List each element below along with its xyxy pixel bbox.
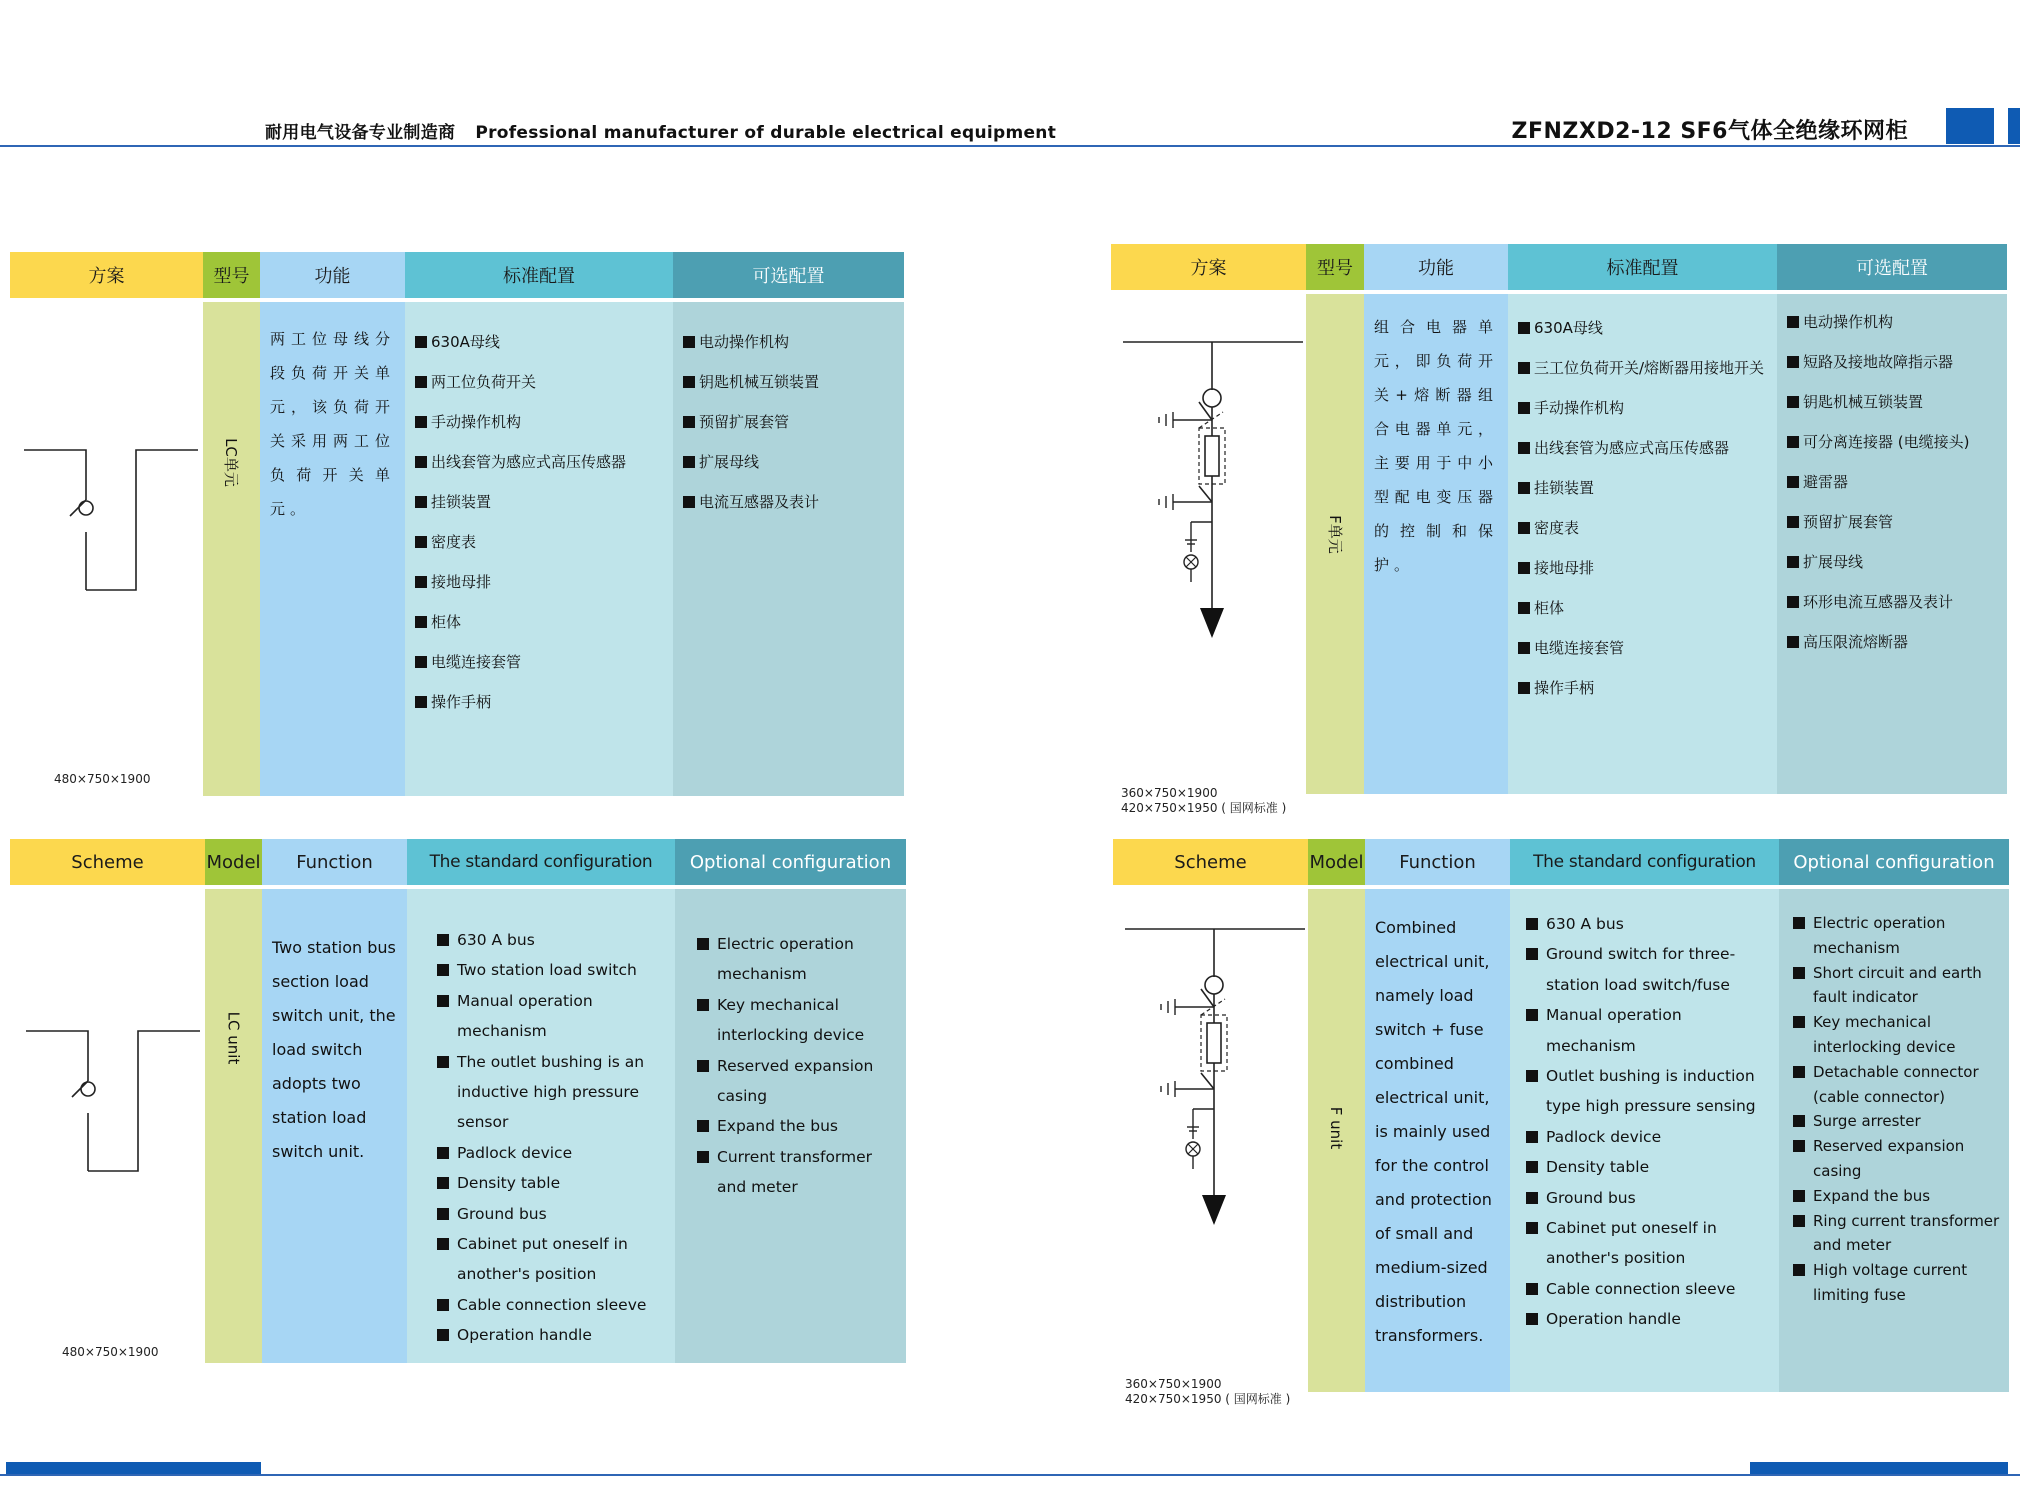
- list-item: Reserved expansion casing: [697, 1051, 900, 1112]
- list-item: 预留扩展套管: [1787, 512, 2001, 532]
- standard-config-list: [1518, 318, 1771, 718]
- function-header: 功能: [1364, 244, 1508, 290]
- cabinet-dimensions: [1121, 786, 1286, 816]
- panel-lc-en: [10, 839, 906, 1363]
- list-item: 电缆连接套管: [415, 652, 667, 672]
- standard-config-header: The standard configuration: [407, 839, 675, 885]
- lc-schematic-diagram: [10, 398, 203, 738]
- list-item: 高压限流熔断器: [1787, 632, 2001, 652]
- function-text: 两工位母线分段负荷开关单元，该负荷开关采用两工位负荷开关单元。: [270, 330, 395, 518]
- list-item: 出线套管为感应式高压传感器: [1518, 438, 1771, 458]
- list-item: 柜体: [1518, 598, 1771, 618]
- model-column: [203, 252, 260, 796]
- function-cell: [1365, 885, 1510, 1392]
- list-item: Ground bus: [437, 1199, 669, 1229]
- optional-config-cell: [673, 298, 904, 796]
- list-item: 操作手柄: [415, 692, 667, 712]
- list-item: Ground switch for three-station load switch/fuse: [1526, 939, 1773, 1000]
- optional-config-column: [1777, 244, 2007, 794]
- panel-lc-zh: [10, 252, 904, 796]
- panel-f-en: [1113, 839, 2009, 1406]
- list-item: 三工位负荷开关/熔断器用接地开关: [1518, 358, 1771, 378]
- list-item: Cable connection sleeve: [1526, 1274, 1773, 1304]
- list-item: Electric operation mechanism: [697, 929, 900, 990]
- list-item: 挂锁装置: [1518, 478, 1771, 498]
- company-tagline: [265, 118, 1056, 143]
- product-title: ZFNZXD2-12 SF6气体全绝缘环网柜: [1511, 119, 1908, 144]
- list-item: Detachable connector (cable connector): [1793, 1060, 2003, 1110]
- standard-config-column: [1508, 244, 1777, 794]
- optional-config-cell: [1777, 290, 2007, 794]
- optional-config-list: [1787, 312, 2001, 672]
- dims-line-1: 360×750×1900: [1121, 786, 1218, 800]
- list-item: Operation handle: [437, 1320, 669, 1350]
- optional-config-column: [673, 252, 904, 796]
- list-item: The outlet bushing is an inductive high pressure sensor: [437, 1047, 669, 1138]
- scheme-cell: [1111, 290, 1306, 815]
- optional-config-list: [683, 332, 898, 532]
- function-column: [260, 252, 405, 796]
- function-text: 组合电器单元，即负荷开关+熔断器组合电器单元，主要用于中小型配电变压器的控制和保护。: [1374, 318, 1498, 574]
- list-item: Padlock device: [1526, 1122, 1773, 1152]
- model-header: Model: [205, 839, 262, 885]
- list-item: Density table: [437, 1168, 669, 1198]
- company-tagline-zh: 耐用电气设备专业制造商: [265, 123, 456, 143]
- function-column: [262, 839, 407, 1363]
- list-item: 柜体: [415, 612, 667, 632]
- list-item: Surge arrester: [1793, 1109, 2003, 1134]
- optional-config-header: 可选配置: [1777, 244, 2007, 290]
- list-item: Ring current transformer and meter: [1793, 1209, 2003, 1259]
- model-name: LC单元: [222, 438, 240, 487]
- list-item: Density table: [1526, 1152, 1773, 1182]
- list-item: 手动操作机构: [1518, 398, 1771, 418]
- model-name: F unit: [1327, 1106, 1346, 1150]
- list-item: 密度表: [415, 532, 667, 552]
- list-item: 630A母线: [1518, 318, 1771, 338]
- list-item: Manual operation mechanism: [1526, 1000, 1773, 1061]
- list-item: 电动操作机构: [1787, 312, 2001, 332]
- model-header: 型号: [203, 252, 260, 298]
- list-item: Operation handle: [1526, 1304, 1773, 1334]
- list-item: 环形电流互感器及表计: [1787, 592, 2001, 612]
- function-header: 功能: [260, 252, 405, 298]
- standard-config-column: [1510, 839, 1779, 1392]
- dims-line-2: 420×750×1950 ( 国网标准 ): [1125, 1392, 1291, 1406]
- model-cell: [203, 298, 260, 796]
- function-text: Combined electrical unit, namely load switch + fuse combined electrical unit, is mainly used for the control and protection of small and medium-sized distribution transformers.: [1375, 918, 1492, 1345]
- list-item: Cable connection sleeve: [437, 1290, 669, 1320]
- optional-config-list: [1793, 911, 2003, 1308]
- list-item: 接地母排: [1518, 558, 1771, 578]
- list-item: 操作手柄: [1518, 678, 1771, 698]
- scheme-cell: [10, 885, 205, 1363]
- dims-line-2: 420×750×1950 ( 国网标准 ): [1121, 801, 1287, 815]
- standard-config-list: [1526, 909, 1773, 1335]
- list-item: Key mechanical interlocking device: [697, 990, 900, 1051]
- standard-config-header: 标准配置: [405, 252, 673, 298]
- standard-config-header: 标准配置: [1508, 244, 1777, 290]
- list-item: 630A母线: [415, 332, 667, 352]
- company-tagline-en: Professional manufacturer of durable electrical equipment: [475, 123, 1057, 143]
- function-column: [1365, 839, 1510, 1392]
- f-unit-schematic-diagram: [1111, 290, 1306, 710]
- function-cell: [1364, 290, 1508, 794]
- scheme-header: 方案: [10, 252, 203, 298]
- panel-f-zh: [1111, 244, 2007, 815]
- list-item: Padlock device: [437, 1138, 669, 1168]
- cabinet-dimensions: 480×750×1900: [62, 1345, 159, 1359]
- list-item: 挂锁装置: [415, 492, 667, 512]
- list-item: Expand the bus: [697, 1111, 900, 1141]
- list-item: 预留扩展套管: [683, 412, 898, 432]
- function-column: [1364, 244, 1508, 794]
- model-cell: [1306, 290, 1364, 794]
- list-item: Expand the bus: [1793, 1184, 2003, 1209]
- footer-divider: [0, 1474, 2020, 1476]
- cabinet-dimensions: 480×750×1900: [54, 772, 151, 786]
- list-item: Short circuit and earth fault indicator: [1793, 961, 2003, 1011]
- model-cell: [1308, 885, 1365, 1392]
- header-accent-block: [1946, 108, 1994, 144]
- function-cell: [260, 298, 405, 796]
- model-name: F单元: [1325, 515, 1344, 554]
- list-item: Two station load switch: [437, 955, 669, 985]
- list-item: 扩展母线: [1787, 552, 2001, 572]
- list-item: 短路及接地故障指示器: [1787, 352, 2001, 372]
- scheme-header: 方案: [1111, 244, 1306, 290]
- list-item: 出线套管为感应式高压传感器: [415, 452, 667, 472]
- function-cell: [262, 885, 407, 1363]
- standard-config-list: [415, 332, 667, 732]
- optional-config-list: [697, 929, 900, 1203]
- model-name: LC unit: [224, 1011, 243, 1065]
- list-item: 电流互感器及表计: [683, 492, 898, 512]
- scheme-header: Scheme: [1113, 839, 1308, 885]
- standard-config-header: The standard configuration: [1510, 839, 1779, 885]
- header-divider: [0, 145, 2020, 147]
- optional-config-column: [1779, 839, 2009, 1392]
- standard-config-column: [405, 252, 673, 796]
- model-column: [205, 839, 262, 1363]
- list-item: 630 A bus: [1526, 909, 1773, 939]
- standard-config-cell: [407, 885, 675, 1363]
- list-item: 630 A bus: [437, 925, 669, 955]
- list-item: 可分离连接器 (电缆接头): [1787, 432, 2001, 452]
- standard-config-column: [407, 839, 675, 1363]
- list-item: Cabinet put oneself in another's position: [437, 1229, 669, 1290]
- model-column: [1308, 839, 1365, 1392]
- model-header: Model: [1308, 839, 1365, 885]
- scheme-header: Scheme: [10, 839, 205, 885]
- list-item: Reserved expansion casing: [1793, 1134, 2003, 1184]
- scheme-column: [1111, 244, 1306, 815]
- list-item: 电动操作机构: [683, 332, 898, 352]
- optional-config-cell: [675, 885, 906, 1363]
- standard-config-cell: [1508, 290, 1777, 794]
- model-header: 型号: [1306, 244, 1364, 290]
- list-item: Current transformer and meter: [697, 1142, 900, 1203]
- function-header: Function: [1365, 839, 1510, 885]
- cabinet-dimensions: [1125, 1377, 1290, 1407]
- list-item: 钥匙机械互锁装置: [683, 372, 898, 392]
- scheme-cell: [10, 298, 203, 796]
- function-header: Function: [262, 839, 407, 885]
- scheme-column: [10, 252, 203, 796]
- list-item: 避雷器: [1787, 472, 2001, 492]
- function-text: Two station bus section load switch unit, the load switch adopts two station load switch unit.: [272, 938, 396, 1161]
- list-item: Outlet bushing is induction type high pressure sensing: [1526, 1061, 1773, 1122]
- optional-config-header: Optional configuration: [1779, 839, 2009, 885]
- standard-config-cell: [405, 298, 673, 796]
- scheme-column: [10, 839, 205, 1363]
- dims-line-1: 360×750×1900: [1125, 1377, 1222, 1391]
- model-cell: [205, 885, 262, 1363]
- scheme-column: [1113, 839, 1308, 1406]
- list-item: Manual operation mechanism: [437, 986, 669, 1047]
- list-item: 两工位负荷开关: [415, 372, 667, 392]
- optional-config-cell: [1779, 885, 2009, 1392]
- scheme-cell: [1113, 885, 1308, 1406]
- optional-config-header: 可选配置: [673, 252, 904, 298]
- optional-config-column: [675, 839, 906, 1363]
- list-item: Ground bus: [1526, 1183, 1773, 1213]
- list-item: High voltage current limiting fuse: [1793, 1258, 2003, 1308]
- list-item: 电缆连接套管: [1518, 638, 1771, 658]
- optional-config-header: Optional configuration: [675, 839, 906, 885]
- standard-config-cell: [1510, 885, 1779, 1392]
- model-column: [1306, 244, 1364, 794]
- list-item: Key mechanical interlocking device: [1793, 1010, 2003, 1060]
- list-item: 扩展母线: [683, 452, 898, 472]
- list-item: Electric operation mechanism: [1793, 911, 2003, 961]
- list-item: Cabinet put oneself in another's position: [1526, 1213, 1773, 1274]
- lc-schematic-diagram: [10, 985, 205, 1325]
- header-accent-block: [2008, 108, 2020, 144]
- list-item: 密度表: [1518, 518, 1771, 538]
- list-item: 钥匙机械互锁装置: [1787, 392, 2001, 412]
- list-item: 接地母排: [415, 572, 667, 592]
- standard-config-list: [437, 925, 669, 1351]
- list-item: 手动操作机构: [415, 412, 667, 432]
- f-unit-schematic-diagram: [1113, 885, 1308, 1305]
